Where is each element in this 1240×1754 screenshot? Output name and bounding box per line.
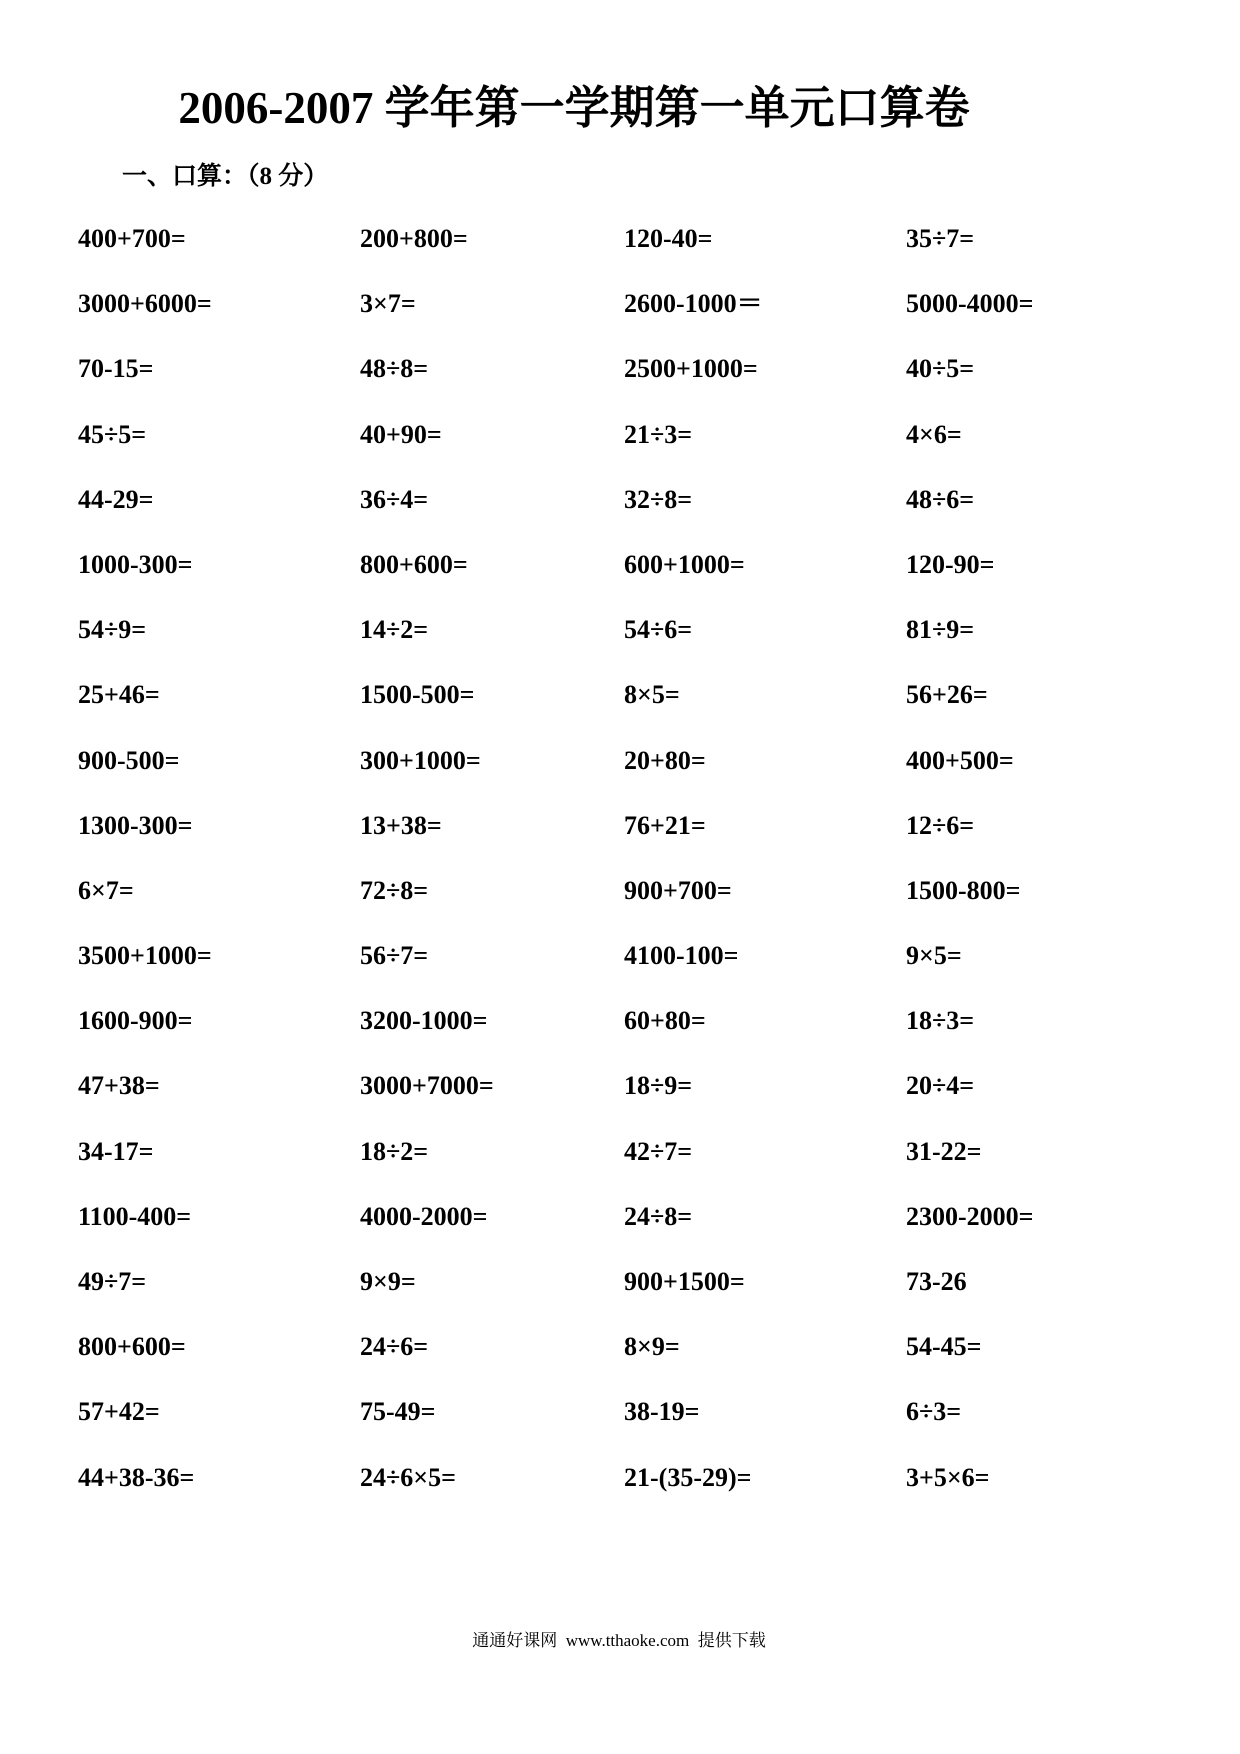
problem-row — [0, 289, 1240, 354]
problem-item: 8×9= — [624, 1332, 680, 1362]
problem-item: 56+26= — [906, 680, 988, 710]
problem-row — [0, 550, 1240, 615]
problem-row — [0, 1006, 1240, 1071]
problem-item: 31-22= — [906, 1136, 982, 1166]
footer-site-name: 通通好课网 — [472, 1631, 558, 1650]
problem-item: 49÷7= — [78, 1267, 147, 1296]
problem-item: 3×7= — [360, 289, 416, 319]
problem-item: 900+1500= — [624, 1267, 745, 1296]
problem-row — [0, 1397, 1240, 1462]
problem-item: 4100-100= — [624, 941, 739, 971]
problem-item: 2300-2000= — [906, 1201, 1034, 1231]
problem-item: 1600-900= — [78, 1006, 193, 1036]
problem-item: 13+38= — [360, 810, 442, 840]
problem-item: 44-29= — [78, 484, 154, 514]
problem-item: 76+21= — [624, 810, 706, 840]
problem-row — [0, 1463, 1240, 1528]
problem-item: 600+1000= — [624, 549, 745, 579]
problem-item: 36÷4= — [360, 484, 429, 514]
problem-item: 24÷8= — [624, 1201, 693, 1231]
problem-item: 70-15= — [78, 354, 154, 384]
problem-row — [0, 1202, 1240, 1267]
problem-item: 400+700= — [78, 224, 186, 253]
problem-item: 8×5= — [624, 680, 680, 710]
problem-item: 38-19= — [624, 1397, 700, 1427]
problem-item: 18÷9= — [624, 1071, 693, 1101]
problem-item: 2600-1000＝ — [624, 289, 763, 319]
problem-item: 45÷5= — [78, 419, 147, 449]
problem-item: 20÷4= — [906, 1071, 975, 1101]
problem-item: 9×9= — [360, 1267, 416, 1296]
problem-grid — [0, 224, 1240, 1528]
problem-item: 35÷7= — [906, 224, 975, 253]
problem-item: 56÷7= — [360, 941, 429, 971]
problem-row — [0, 354, 1240, 419]
problem-item: 73-26 — [906, 1267, 967, 1296]
problem-item: 3000+6000= — [78, 289, 212, 319]
problem-row — [0, 1332, 1240, 1397]
problem-item: 3500+1000= — [78, 941, 212, 971]
problem-item: 200+800= — [360, 224, 468, 253]
problem-row — [0, 941, 1240, 1006]
problem-item: 800+600= — [360, 549, 468, 579]
problem-row — [0, 485, 1240, 550]
page-title: 2006-2007 学年第一学期第一单元口算卷 — [178, 83, 970, 133]
footer-url[interactable]: www.tthaoke.com — [565, 1631, 690, 1650]
problem-item: 4×6= — [906, 419, 962, 449]
problem-row — [0, 746, 1240, 811]
problem-item: 81÷9= — [906, 615, 975, 645]
problem-row — [0, 1137, 1240, 1202]
problem-item: 800+600= — [78, 1332, 186, 1362]
problem-item: 40÷5= — [906, 354, 975, 384]
problem-item: 300+1000= — [360, 745, 481, 775]
problem-item: 54-45= — [906, 1332, 982, 1362]
problem-item: 47+38= — [78, 1071, 160, 1101]
footer — [0, 1630, 1240, 1652]
problem-item: 1300-300= — [78, 810, 193, 840]
problem-item: 2500+1000= — [624, 354, 758, 384]
problem-item: 25+46= — [78, 680, 160, 710]
problem-item: 48÷8= — [360, 354, 429, 384]
problem-item: 120-40= — [624, 224, 713, 253]
problem-item: 12÷6= — [906, 810, 975, 840]
problem-item: 75-49= — [360, 1397, 436, 1427]
problem-item: 40+90= — [360, 419, 442, 449]
problem-item: 57+42= — [78, 1397, 160, 1427]
problem-item: 32÷8= — [624, 484, 693, 514]
problem-item: 6÷3= — [906, 1397, 962, 1427]
problem-item: 60+80= — [624, 1006, 706, 1036]
problem-item: 48÷6= — [906, 484, 975, 514]
problem-item: 20+80= — [624, 745, 706, 775]
problem-item: 9×5= — [906, 941, 962, 971]
problem-item: 1100-400= — [78, 1201, 192, 1231]
problem-item: 18÷2= — [360, 1136, 429, 1166]
problem-item: 21-(35-29)= — [624, 1462, 752, 1492]
problem-row — [0, 615, 1240, 680]
problem-item: 54÷9= — [78, 615, 147, 645]
problem-item: 1500-800= — [906, 875, 1021, 905]
problem-row — [0, 811, 1240, 876]
problem-item: 3000+7000= — [360, 1071, 494, 1101]
problem-item: 4000-2000= — [360, 1201, 488, 1231]
problem-item: 42÷7= — [624, 1136, 693, 1166]
problem-item: 54÷6= — [624, 615, 693, 645]
problem-item: 400+500= — [906, 745, 1014, 775]
problem-item: 24÷6×5= — [360, 1462, 456, 1492]
problem-item: 24÷6= — [360, 1332, 429, 1362]
problem-row — [0, 1071, 1240, 1136]
problem-item: 900-500= — [78, 745, 180, 775]
problem-item: 44+38-36= — [78, 1462, 195, 1492]
problem-row — [0, 1267, 1240, 1332]
problem-row — [0, 224, 1240, 289]
problem-item: 21÷3= — [624, 419, 693, 449]
problem-item: 5000-4000= — [906, 289, 1034, 319]
problem-item: 120-90= — [906, 549, 995, 579]
problem-item: 34-17= — [78, 1136, 154, 1166]
problem-item: 6×7= — [78, 875, 134, 905]
problem-item: 1000-300= — [78, 549, 193, 579]
footer-suffix: 提供下载 — [697, 1631, 766, 1650]
problem-item: 14÷2= — [360, 615, 429, 645]
problem-item: 72÷8= — [360, 875, 429, 905]
problem-row — [0, 420, 1240, 485]
problem-item: 900+700= — [624, 875, 732, 905]
problem-item: 3200-1000= — [360, 1006, 488, 1036]
section-heading: 一、口算：（8 分） — [122, 163, 329, 190]
problem-item: 1500-500= — [360, 680, 475, 710]
problem-row — [0, 876, 1240, 941]
problem-item: 18÷3= — [906, 1006, 975, 1036]
problem-item: 3+5×6= — [906, 1462, 990, 1492]
problem-row — [0, 680, 1240, 745]
